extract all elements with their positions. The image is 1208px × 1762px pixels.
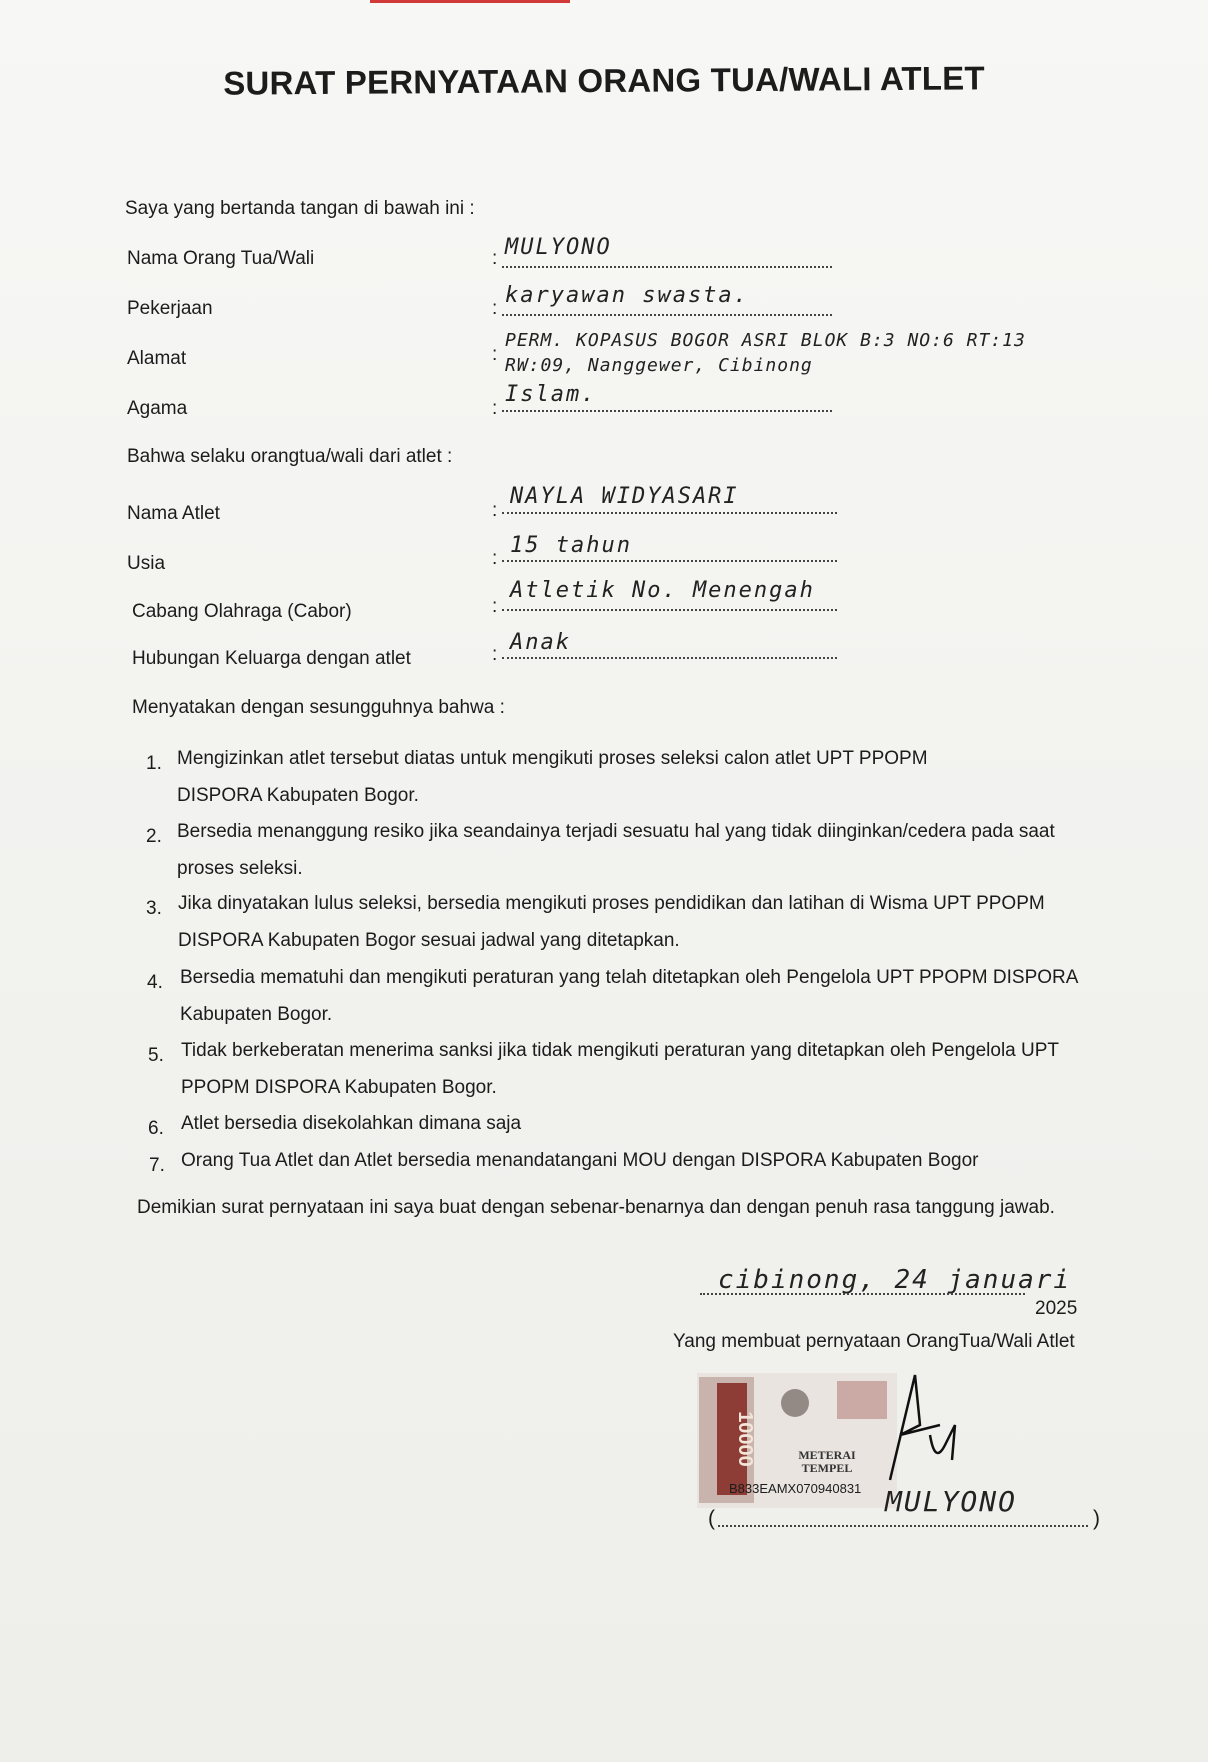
colon: : [492, 248, 498, 269]
signature-paren-close: ) [1093, 1507, 1100, 1530]
value-sport: Atletik No. Menengah [510, 578, 815, 603]
list-item: Tidak berkeberatan menerima sanksi jika tidak mengikuti peraturan yang ditetapkan oleh Pengelola UPT PPOPM DISPORA Kabupaten Bogor. [181, 1040, 1059, 1098]
document-title: SURAT PERNYATAAN ORANG TUA/WALI ATLET [223, 59, 985, 102]
list-item: Atlet bersedia disekolahkan dimana saja [181, 1113, 522, 1134]
value-age: 15 tahun [510, 533, 632, 558]
label-religion: Agama [127, 398, 188, 419]
fill-line [502, 512, 837, 514]
svg-text:TEMPEL: TEMPEL [801, 1461, 853, 1475]
stamp-serial: B833EAMX070940831 [729, 1481, 862, 1496]
top-edge-mark [370, 0, 570, 3]
list-number: 7. [149, 1155, 165, 1176]
value-address-line1: PERM. KOPASUS BOGOR ASRI BLOK B:3 NO:6 RT:13 [505, 330, 1026, 351]
label-parent-name: Nama Orang Tua/Wali [127, 248, 315, 269]
fill-line [502, 410, 832, 412]
date-line [700, 1293, 1025, 1295]
fill-line [502, 609, 837, 611]
closing-paragraph: Demikian surat pernyataan ini saya buat dengan sebenar-benarnya dan dengan penuh rasa tanggung jawab. [137, 1197, 1055, 1218]
list-number: 1. [146, 753, 162, 774]
list-item: Orang Tua Atlet dan Atlet bersedia menandatangani MOU dengan DISPORA Kabupaten Bogor [181, 1150, 979, 1171]
list-item: Mengizinkan atlet tersebut diatas untuk mengikuti proses seleksi calon atlet UPT PPOPM DISPORA Kabupaten Bogor. [177, 748, 928, 806]
list-item: Jika dinyatakan lulus seleksi, bersedia mengikuti proses pendidikan dan latihan di Wisma UPT PPOPM DISPORA Kabupaten Bogor sesuai jadwal yang ditetapkan. [178, 893, 1045, 951]
value-parent-name: MULYONO [505, 235, 612, 260]
list-item: Bersedia menanggung resiko jika seandainya terjadi sesuatu hal yang tidak diinginkan/cedera pada saat proses seleksi. [177, 821, 1055, 879]
value-religion: Islam. [505, 382, 597, 407]
value-athlete-name: NAYLA WIDYASARI [510, 484, 739, 509]
colon: : [492, 398, 498, 419]
athlete-intro: Bahwa selaku orangtua/wali dari atlet : [127, 446, 453, 467]
label-occupation: Pekerjaan [127, 298, 213, 319]
label-age: Usia [127, 553, 166, 574]
signature-scribble [860, 1365, 970, 1485]
fill-line [502, 266, 832, 268]
list-number: 6. [148, 1118, 164, 1139]
signature-paren-open: ( [708, 1507, 715, 1530]
label-address: Alamat [127, 348, 187, 369]
signature-line [718, 1525, 1088, 1527]
colon: : [492, 548, 498, 569]
colon: : [492, 344, 498, 365]
svg-text:10000: 10000 [734, 1411, 756, 1467]
list-item: Bersedia mematuhi dan mengikuti peraturan yang telah ditetapkan oleh Pengelola UPT PPOPM DISPORA Kabupaten Bogor. [180, 967, 1078, 1025]
value-relationship: Anak [510, 630, 571, 655]
colon: : [492, 298, 498, 319]
list-number: 3. [146, 898, 162, 919]
label-relationship: Hubungan Keluarga dengan atlet [132, 648, 411, 669]
date-handwritten: cibinong, 24 januari [718, 1265, 1072, 1295]
value-occupation: karyawan swasta. [505, 283, 749, 308]
signer-caption: Yang membuat pernyataan OrangTua/Wali Atlet [673, 1331, 1075, 1352]
fill-line [502, 314, 832, 316]
colon: : [492, 644, 498, 665]
signature-name: MULYONO [885, 1485, 1018, 1518]
intro-text: Saya yang bertanda tangan di bawah ini : [125, 198, 475, 219]
statement-intro: Menyatakan dengan sesungguhnya bahwa : [132, 697, 505, 718]
list-number: 2. [146, 826, 162, 847]
fill-line [502, 560, 837, 562]
list-number: 5. [148, 1045, 164, 1066]
fill-line [502, 657, 837, 659]
date-year: 2025 [1035, 1298, 1078, 1319]
colon: : [492, 500, 498, 521]
label-athlete-name: Nama Atlet [127, 503, 220, 524]
list-number: 4. [147, 972, 163, 993]
label-sport: Cabang Olahraga (Cabor) [132, 601, 352, 622]
svg-text:METERAI: METERAI [798, 1448, 856, 1462]
value-address-line2: RW:09, Nanggewer, Cibinong [505, 355, 813, 376]
colon: : [492, 596, 498, 617]
